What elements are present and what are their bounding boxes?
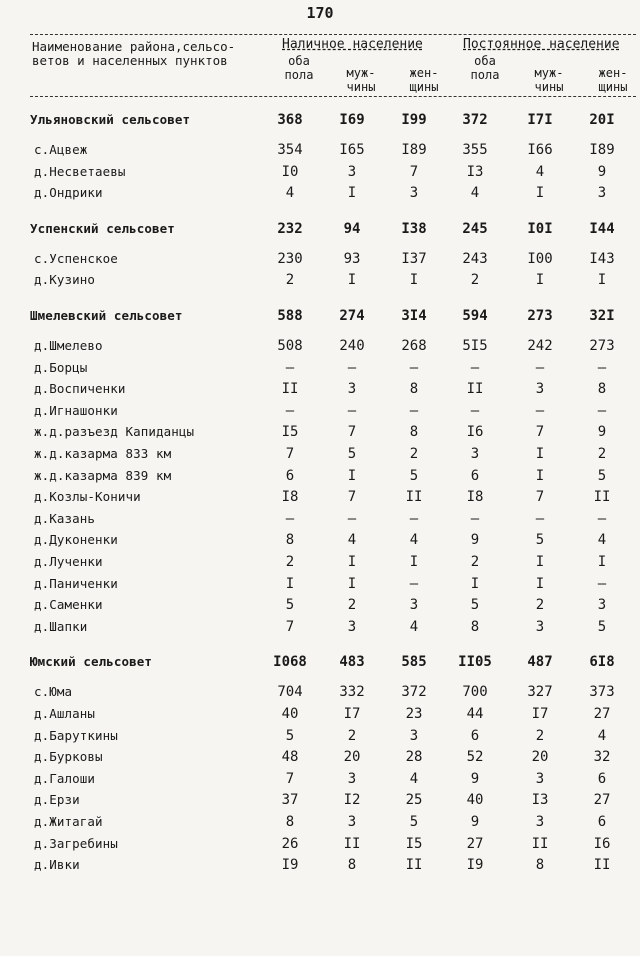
- table-row: [0, 338, 640, 358]
- present-female-cell: 7: [409, 163, 419, 180]
- present-female-cell: –: [409, 402, 419, 419]
- settlement-name: д.Лученки: [34, 554, 103, 569]
- table-row: [0, 814, 640, 834]
- permanent-male-cell: 3: [535, 814, 545, 830]
- permanent-female-cell: 3: [597, 597, 607, 614]
- table-header: [0, 30, 640, 108]
- table-row: [0, 468, 640, 488]
- present-male-cell: 8: [347, 857, 357, 874]
- permanent-both-cell: 3: [470, 446, 480, 462]
- present-male-cell: I65: [339, 142, 365, 158]
- permanent-male-cell: 3: [535, 618, 545, 635]
- permanent-both-cell: 9: [470, 770, 480, 787]
- present-female-cell: –: [409, 359, 419, 376]
- sovet-total-row: [0, 112, 640, 132]
- present-both-cell: –: [285, 402, 295, 419]
- present-both-cell: 354: [277, 142, 303, 158]
- name-column-header: Наименование района,сельсо- ветов и населенных пунктов: [32, 39, 236, 68]
- settlement-name: д.Баруткины: [34, 727, 118, 743]
- table-row: [0, 424, 640, 444]
- present-male-cell: 2: [347, 727, 357, 744]
- present-male-cell: 240: [339, 338, 365, 354]
- permanent-male-cell: I: [535, 446, 545, 462]
- present-male-cell: 7: [347, 424, 357, 441]
- present-male-cell: 3: [347, 770, 357, 787]
- permanent-both-cell: 52: [466, 749, 484, 766]
- permanent-female-cell: 32: [593, 749, 611, 766]
- present-female-cell: 3I4: [401, 308, 427, 324]
- permanent-female-cell: 273: [589, 338, 615, 354]
- present-male-header: муж- чины: [346, 66, 376, 94]
- settlement-name: д.Дуконенки: [34, 532, 118, 548]
- present-female-cell: II: [405, 489, 423, 506]
- table-row: [0, 576, 640, 596]
- present-female-cell: 268: [401, 338, 427, 354]
- permanent-male-cell: I: [535, 467, 545, 484]
- present-both-cell: 8: [285, 814, 295, 830]
- permanent-female-cell: 6: [597, 814, 607, 830]
- present-both-cell: –: [285, 510, 295, 527]
- present-both-cell: 7: [285, 618, 295, 635]
- present-both-cell: 26: [281, 835, 299, 852]
- permanent-male-cell: 273: [527, 308, 553, 324]
- present-female-cell: 4: [409, 618, 419, 635]
- settlement-name: д.Галоши: [34, 770, 96, 786]
- sovet-total-row: [0, 654, 640, 674]
- present-female-cell: –: [409, 575, 419, 592]
- table-row: [0, 142, 640, 162]
- table-row: [0, 360, 640, 380]
- permanent-male-cell: I7: [531, 706, 549, 722]
- permanent-male-cell: 2: [535, 597, 545, 614]
- present-male-cell: 3: [347, 618, 357, 635]
- permanent-male-cell: 5: [535, 532, 545, 549]
- permanent-female-cell: 6I8: [589, 654, 615, 671]
- permanent-both-cell: 2: [470, 272, 480, 289]
- present-male-cell: 483: [339, 654, 365, 671]
- present-female-cell: II: [405, 857, 423, 874]
- permanent-female-cell: 27: [593, 706, 611, 722]
- present-female-cell: I89: [401, 142, 427, 158]
- present-female-cell: I38: [401, 220, 427, 237]
- present-female-cell: 5: [409, 814, 419, 830]
- table-row: [0, 403, 640, 423]
- permanent-female-cell: 373: [589, 684, 615, 701]
- table-row: [0, 792, 640, 812]
- present-both-cell: I9: [281, 857, 299, 874]
- present-male-cell: –: [347, 359, 357, 376]
- present-female-cell: 3: [409, 185, 419, 202]
- present-both-cell: 2: [285, 272, 295, 289]
- table-row: [0, 684, 640, 704]
- permanent-female-cell: I6: [593, 835, 611, 852]
- permanent-female-cell: –: [597, 359, 607, 376]
- settlement-name: с.Успенское: [34, 250, 118, 266]
- table-row: [0, 446, 640, 466]
- settlement-name: д.Кузино: [34, 272, 96, 288]
- table-row: [0, 489, 640, 509]
- settlement-name: д.Саменки: [34, 597, 103, 613]
- table-row: [0, 532, 640, 552]
- present-female-cell: I99: [401, 112, 427, 128]
- permanent-both-cell: 4: [470, 185, 480, 202]
- settlement-name: Успенский сельсовет: [30, 220, 175, 236]
- header-bottom-rule: [30, 96, 636, 97]
- settlement-name: д.Воспиченки: [34, 381, 126, 397]
- present-female-header: жен- щины: [409, 66, 439, 94]
- settlement-name: д.Бурковы: [34, 749, 103, 765]
- present-both-cell: I068: [273, 654, 307, 671]
- present-both-cell: –: [285, 359, 295, 376]
- present-female-cell: I: [409, 554, 419, 570]
- present-female-cell: 8: [409, 381, 419, 398]
- permanent-both-header: оба пола: [470, 54, 500, 82]
- permanent-male-cell: 7: [535, 424, 545, 441]
- present-both-cell: 8: [285, 532, 295, 549]
- permanent-both-cell: 2: [470, 554, 480, 570]
- settlement-name: д.Паниченки: [34, 575, 118, 591]
- present-male-cell: –: [347, 402, 357, 419]
- permanent-male-cell: –: [535, 359, 545, 376]
- present-male-cell: I: [347, 575, 357, 592]
- settlement-name: д.Игнашонки: [34, 402, 118, 418]
- present-female-cell: 23: [405, 706, 423, 722]
- table-row: [0, 706, 640, 726]
- present-both-cell: 2: [285, 554, 295, 570]
- permanent-male-cell: I3: [531, 792, 549, 809]
- present-both-cell: 7: [285, 446, 295, 462]
- present-both-cell: II: [281, 381, 299, 398]
- settlement-name: Ульяновский сельсовет: [30, 112, 191, 127]
- permanent-female-cell: I: [597, 554, 607, 570]
- settlement-name: ж.д.разъезд Капиданцы: [34, 424, 195, 440]
- permanent-female-cell: II: [593, 489, 611, 506]
- permanent-male-cell: I: [535, 272, 545, 289]
- present-female-cell: 372: [401, 684, 427, 701]
- present-female-cell: 25: [405, 792, 423, 809]
- permanent-male-cell: –: [535, 510, 545, 527]
- permanent-female-cell: 32I: [589, 308, 615, 324]
- table-row: [0, 554, 640, 574]
- permanent-both-cell: –: [470, 359, 480, 376]
- permanent-female-cell: 27: [593, 792, 611, 809]
- table-row: [0, 728, 640, 748]
- permanent-both-cell: I6: [466, 424, 484, 441]
- table-row: [0, 771, 640, 791]
- present-female-cell: 4: [409, 770, 419, 787]
- table-row: [0, 836, 640, 856]
- permanent-female-cell: 2: [597, 446, 607, 462]
- permanent-female-cell: –: [597, 510, 607, 527]
- sovet-total-row: [0, 221, 640, 241]
- permanent-male-cell: I0I: [527, 220, 553, 237]
- present-male-cell: I2: [343, 792, 361, 809]
- present-male-cell: I: [347, 272, 357, 289]
- permanent-female-cell: –: [597, 575, 607, 592]
- permanent-male-cell: 242: [527, 338, 553, 354]
- permanent-both-cell: 9: [470, 814, 480, 830]
- permanent-male-cell: 20: [531, 749, 549, 766]
- table-row: [0, 857, 640, 877]
- table-row: [0, 272, 640, 292]
- settlement-name: д.Шапки: [34, 618, 88, 634]
- sovet-total-row: [0, 308, 640, 328]
- present-female-cell: 28: [405, 749, 423, 766]
- permanent-male-cell: 2: [535, 727, 545, 744]
- permanent-female-cell: 6: [597, 770, 607, 787]
- permanent-male-cell: 487: [527, 654, 553, 671]
- present-male-cell: I7: [343, 706, 361, 722]
- settlement-name: Шмелевский сельсовет: [30, 308, 183, 323]
- present-male-cell: II: [343, 835, 361, 852]
- permanent-both-cell: 243: [462, 250, 488, 267]
- present-male-cell: 3: [347, 381, 357, 398]
- permanent-female-cell: 20I: [589, 112, 615, 128]
- present-both-cell: I0: [281, 163, 299, 180]
- permanent-both-cell: 355: [462, 142, 488, 158]
- permanent-both-cell: 5I5: [462, 338, 488, 354]
- header-top-rule: [30, 34, 636, 35]
- present-male-cell: I: [347, 554, 357, 570]
- present-both-cell: I: [285, 575, 295, 592]
- permanent-male-cell: II: [531, 835, 549, 852]
- permanent-both-cell: I8: [466, 489, 484, 506]
- settlement-name: ж.д.казарма 839 км: [34, 467, 172, 483]
- table-row: [0, 164, 640, 184]
- permanent-male-cell: 327: [527, 684, 553, 701]
- settlement-name: д.Ерзи: [34, 792, 80, 808]
- present-male-cell: I: [347, 467, 357, 484]
- settlement-name: д.Загребины: [34, 835, 118, 851]
- present-female-cell: I37: [401, 250, 427, 267]
- permanent-male-header: муж- чины: [534, 66, 564, 94]
- present-female-cell: I5: [405, 835, 423, 852]
- settlement-name: с.Ацвеж: [34, 142, 88, 157]
- present-male-cell: 332: [339, 684, 365, 701]
- permanent-female-cell: 5: [597, 467, 607, 484]
- present-both-cell: 230: [277, 250, 303, 267]
- present-female-cell: 4: [409, 532, 419, 549]
- present-male-cell: 94: [343, 220, 361, 237]
- present-both-cell: 588: [277, 308, 303, 324]
- present-female-cell: 8: [409, 424, 419, 441]
- settlement-name: д.Ашланы: [34, 706, 96, 721]
- present-male-cell: 3: [347, 814, 357, 830]
- present-male-cell: –: [347, 510, 357, 527]
- permanent-both-cell: –: [470, 510, 480, 527]
- permanent-both-cell: I9: [466, 857, 484, 874]
- present-both-header: оба пола: [284, 54, 314, 82]
- present-male-cell: 3: [347, 163, 357, 180]
- table-row: [0, 619, 640, 639]
- present-both-cell: 704: [277, 684, 303, 701]
- settlement-name: ж.д.казарма 833 км: [34, 446, 172, 461]
- table-row: [0, 185, 640, 205]
- table-row: [0, 381, 640, 401]
- permanent-both-cell: 245: [462, 220, 488, 237]
- present-male-cell: 2: [347, 597, 357, 614]
- permanent-female-cell: 8: [597, 381, 607, 398]
- present-both-cell: 5: [285, 727, 295, 744]
- present-male-cell: I69: [339, 112, 365, 128]
- present-both-cell: 4: [285, 185, 295, 202]
- present-population-header: Наличное население: [282, 37, 423, 52]
- settlement-name: д.Несветаевы: [34, 163, 126, 179]
- permanent-male-cell: 3: [535, 770, 545, 787]
- settlement-name: д.Ивки: [34, 857, 80, 873]
- permanent-both-cell: 44: [466, 706, 484, 722]
- permanent-male-cell: 3: [535, 381, 545, 398]
- present-both-cell: 40: [281, 706, 299, 722]
- present-female-cell: 2: [409, 446, 419, 462]
- permanent-both-cell: 6: [470, 727, 480, 744]
- permanent-male-cell: I00: [527, 250, 553, 267]
- permanent-female-cell: 9: [597, 163, 607, 180]
- permanent-male-cell: I: [535, 575, 545, 592]
- permanent-both-cell: I: [470, 575, 480, 592]
- permanent-both-cell: 700: [462, 684, 488, 701]
- present-female-cell: I: [409, 272, 419, 289]
- permanent-both-cell: 27: [466, 835, 484, 852]
- present-male-cell: I: [347, 185, 357, 202]
- permanent-both-cell: II: [466, 381, 484, 398]
- permanent-both-cell: 594: [462, 308, 488, 324]
- permanent-female-cell: I: [597, 272, 607, 289]
- table-row: [0, 597, 640, 617]
- present-female-cell: 5: [409, 467, 419, 484]
- permanent-female-cell: 9: [597, 424, 607, 441]
- permanent-male-cell: I66: [527, 142, 553, 158]
- present-female-cell: 3: [409, 727, 419, 744]
- permanent-female-cell: I43: [589, 250, 615, 267]
- present-female-cell: 585: [401, 654, 427, 671]
- settlement-name: д.Казань: [34, 510, 96, 526]
- table-row: [0, 251, 640, 271]
- page-number: 170: [306, 4, 334, 22]
- table-row: [0, 749, 640, 769]
- settlement-name: Юмский сельсовет: [30, 654, 153, 670]
- present-male-cell: 93: [343, 250, 361, 267]
- present-female-cell: 3: [409, 597, 419, 614]
- permanent-both-cell: –: [470, 402, 480, 419]
- present-both-cell: 6: [285, 467, 295, 484]
- present-male-cell: 20: [343, 749, 361, 766]
- settlement-name: д.Ондрики: [34, 185, 103, 201]
- permanent-both-cell: 5: [470, 597, 480, 614]
- permanent-female-cell: 3: [597, 185, 607, 202]
- permanent-female-cell: II: [593, 857, 611, 874]
- permanent-both-cell: II05: [458, 654, 492, 671]
- permanent-male-cell: I: [535, 185, 545, 202]
- permanent-male-cell: –: [535, 402, 545, 419]
- permanent-population-header: Постоянное население: [463, 37, 620, 52]
- permanent-male-cell: 4: [535, 163, 545, 180]
- present-both-cell: 48: [281, 749, 299, 766]
- present-both-cell: 232: [277, 220, 303, 237]
- permanent-male-cell: 8: [535, 857, 545, 874]
- present-male-cell: 274: [339, 308, 365, 324]
- permanent-male-cell: I7I: [527, 112, 553, 128]
- permanent-both-cell: 40: [466, 792, 484, 809]
- settlement-name: д.Борцы: [34, 359, 88, 375]
- settlement-name: д.Житагай: [34, 814, 103, 829]
- permanent-female-cell: 5: [597, 618, 607, 635]
- permanent-female-cell: I89: [589, 142, 615, 158]
- permanent-male-cell: I: [535, 554, 545, 570]
- permanent-female-cell: I44: [589, 220, 615, 237]
- present-both-cell: I5: [281, 424, 299, 441]
- present-male-cell: 4: [347, 532, 357, 549]
- settlement-name: с.Юма: [34, 684, 73, 700]
- present-both-cell: I8: [281, 489, 299, 506]
- permanent-both-cell: 372: [462, 112, 488, 128]
- present-both-cell: 368: [277, 112, 303, 128]
- settlement-name: д.Козлы-Коничи: [34, 489, 141, 505]
- permanent-female-cell: 4: [597, 532, 607, 549]
- permanent-female-header: жен- щины: [598, 66, 628, 94]
- table-row: [0, 511, 640, 531]
- settlement-name: д.Шмелево: [34, 338, 103, 353]
- permanent-female-cell: –: [597, 402, 607, 419]
- present-female-cell: –: [409, 510, 419, 527]
- permanent-female-cell: 4: [597, 727, 607, 744]
- present-male-cell: 7: [347, 489, 357, 506]
- permanent-male-cell: 7: [535, 489, 545, 506]
- present-both-cell: 7: [285, 770, 295, 787]
- permanent-both-cell: 9: [470, 532, 480, 549]
- present-both-cell: 508: [277, 338, 303, 354]
- present-both-cell: 37: [281, 792, 299, 809]
- permanent-both-cell: 6: [470, 467, 480, 484]
- permanent-both-cell: 8: [470, 618, 480, 635]
- permanent-both-cell: I3: [466, 163, 484, 180]
- present-male-cell: 5: [347, 446, 357, 462]
- present-both-cell: 5: [285, 597, 295, 614]
